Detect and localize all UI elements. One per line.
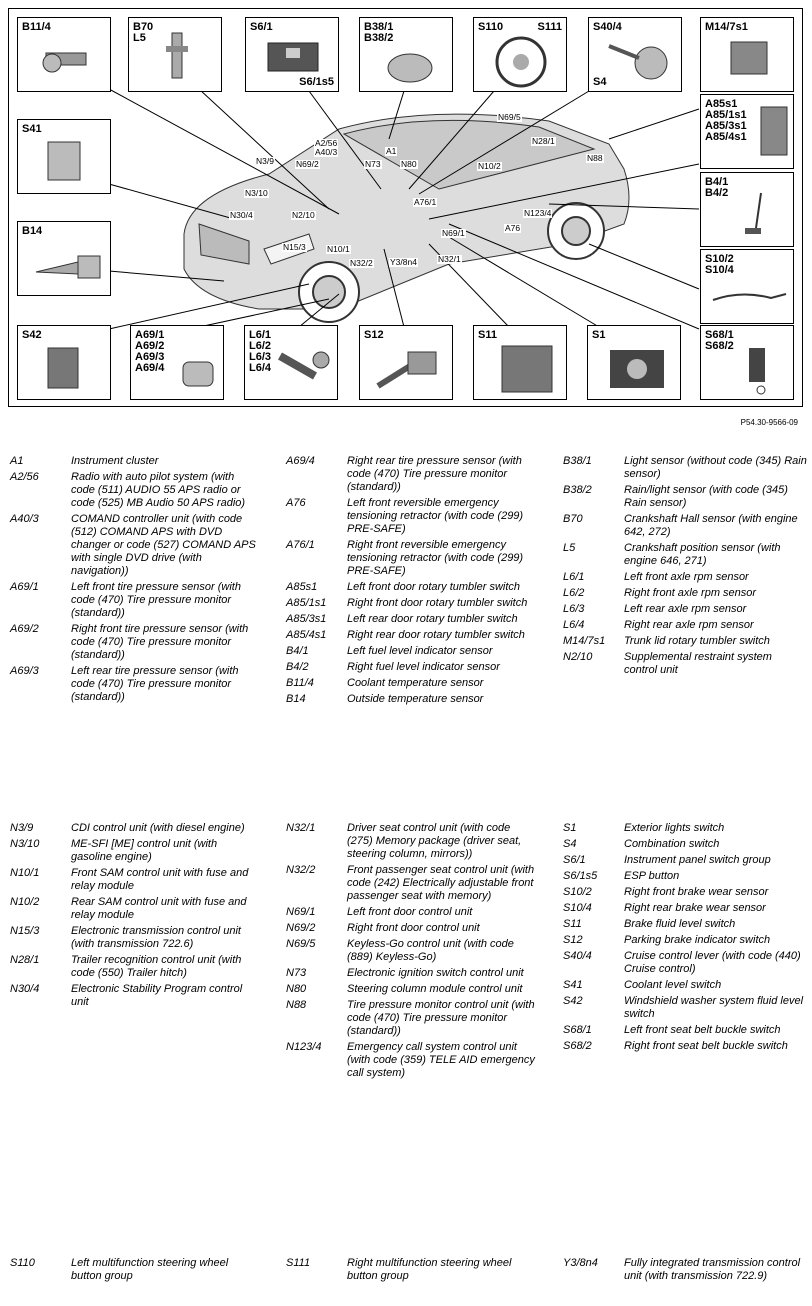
callout-n3-10: N3/10 <box>245 188 268 198</box>
legend-entry <box>563 542 808 568</box>
outside-temperature-sensor-icon <box>18 222 112 297</box>
legend-entry <box>286 864 536 903</box>
component-box-a69 <box>130 325 224 400</box>
legend-entry <box>563 587 808 600</box>
callout-n80: N80 <box>401 159 417 169</box>
component-box-l6 <box>244 325 338 400</box>
legend-code: S42 <box>563 995 583 1007</box>
component-label: S12 <box>364 329 384 341</box>
legend-description: Right rear tire pressure sensor (with code (470) Tire pressure monitor (standard)) <box>347 455 522 493</box>
combination-switch-icon <box>589 18 683 93</box>
legend-code: S12 <box>563 934 583 946</box>
legend-entry <box>286 938 536 964</box>
legend-description: Right fuel level indicator sensor <box>347 661 500 673</box>
legend-entry <box>286 597 536 610</box>
component-label: B4/1 B4/2 <box>705 176 729 199</box>
legend-code: B38/2 <box>563 484 592 496</box>
legend-description: COMAND controller unit (with code (512) COMAND APS with DVD changer or code (527) COMAND APS with single DVD drive (with navigation)) <box>71 513 256 577</box>
legend-entry <box>10 1257 260 1283</box>
legend-column <box>10 455 260 707</box>
component-box-m14 <box>700 17 794 92</box>
legend-column <box>563 822 808 1056</box>
legend-description: Rear SAM control unit with fuse and relay module <box>71 896 247 921</box>
component-label: S1 <box>592 329 606 341</box>
legend-code: N69/1 <box>286 906 316 918</box>
component-label: L6/1 L6/2 L6/3 L6/4 <box>249 329 272 374</box>
legend-entry <box>10 581 260 620</box>
legend-entry <box>563 950 808 976</box>
legend-entry <box>563 603 808 616</box>
callout-n30-4: N30/4 <box>230 210 253 220</box>
legend-description: Trunk lid rotary tumbler switch <box>624 635 770 647</box>
legend-description: Right front reversible emergency tensioning retractor (with code (299) PRE-SAFE) <box>347 539 524 577</box>
component-box-s40-4 <box>588 17 682 92</box>
component-label: B11/4 <box>22 21 51 33</box>
legend-code: L6/4 <box>563 619 585 631</box>
component-label: S4 <box>593 76 607 88</box>
component-box-b38 <box>359 17 453 92</box>
legend-code: N10/2 <box>10 896 40 908</box>
callout-n3-9: N3/9 <box>256 156 274 166</box>
tumbler-switch-icon <box>701 18 795 93</box>
component-box-b70 <box>128 17 222 92</box>
legend-description: Emergency call system control unit (with code (359) TELE AID emergency call system) <box>347 1041 535 1079</box>
component-label: S111 <box>537 21 562 33</box>
legend-entry <box>563 934 808 947</box>
legend-entry <box>563 902 808 915</box>
legend-entry <box>286 999 536 1038</box>
legend-description: Left front axle rpm sensor <box>624 571 749 583</box>
callout-n73: N73 <box>365 159 381 169</box>
legend-entry <box>286 1257 536 1283</box>
legend-description: Left front reversible emergency tensioning retractor (with code (299) PRE-SAFE) <box>347 497 524 535</box>
legend-entry <box>563 513 808 539</box>
component-box-s12 <box>359 325 453 400</box>
component-label: S41 <box>22 123 42 135</box>
legend-description: Fully integrated transmission control unit (with transmission 722.9) <box>624 1257 801 1282</box>
legend-description: ESP button <box>624 870 680 882</box>
callout-n10-2: N10/2 <box>478 161 501 171</box>
legend-code: S68/2 <box>563 1040 592 1052</box>
component-box-s1 <box>587 325 681 400</box>
legend-code: B4/1 <box>286 645 309 657</box>
legend-description: Electronic transmission control unit (with transmission 722.6) <box>71 925 241 950</box>
figure-reference: P54.30-9566-09 <box>740 418 798 427</box>
legend-description: Steering column module control unit <box>347 983 523 995</box>
legend-description: Supplemental restraint system control unit <box>624 651 772 676</box>
legend-entry <box>286 629 536 642</box>
component-box-s11 <box>473 325 567 400</box>
steering-wheel-icon <box>474 18 568 93</box>
callout-y3-8n4: Y3/8n4 <box>390 257 417 267</box>
legend-code: L6/3 <box>563 603 585 615</box>
legend-entry <box>563 619 808 632</box>
legend-column <box>286 455 536 709</box>
legend-description: Exterior lights switch <box>624 822 725 834</box>
callout-n123-4: N123/4 <box>524 208 552 218</box>
legend-column <box>563 1257 808 1286</box>
component-label: B70 L5 <box>133 21 154 44</box>
callout-n15-3: N15/3 <box>283 242 306 252</box>
legend-entry <box>10 867 260 893</box>
component-label: S40/4 <box>593 21 622 33</box>
callout-n69-1: N69/1 <box>442 228 465 238</box>
legend-code: B11/4 <box>286 677 314 689</box>
legend-code: A69/1 <box>10 581 39 593</box>
legend-entry <box>286 661 536 674</box>
legend-code: N32/2 <box>286 864 316 876</box>
legend-description: Right front brake wear sensor <box>624 886 769 898</box>
legend-code: B4/2 <box>286 661 309 673</box>
callout-n69-5: N69/5 <box>498 112 521 122</box>
component-box-b11-4 <box>17 17 111 92</box>
component-label: S11 <box>478 329 497 341</box>
legend-code: N69/5 <box>286 938 316 950</box>
legend-entry <box>10 822 260 835</box>
legend-entry <box>286 822 536 861</box>
legend-code: S6/1s5 <box>563 870 598 882</box>
callout-n32-2: N32/2 <box>350 258 373 268</box>
legend-entry <box>286 1041 536 1080</box>
light-switch-icon <box>588 326 682 401</box>
callout-n88: N88 <box>587 153 603 163</box>
legend-code: S10/4 <box>563 902 592 914</box>
component-label: A69/1 A69/2 A69/3 A69/4 <box>135 329 165 374</box>
legend-description: Right multifunction steering wheel button group <box>347 1257 512 1282</box>
legend-description: Parking brake indicator switch <box>624 934 771 946</box>
callout-a76: A76 <box>505 223 521 233</box>
legend-description: CDI control unit (with diesel engine) <box>71 822 245 834</box>
component-box-b4 <box>700 172 794 247</box>
legend-entry <box>563 651 808 677</box>
legend-entry <box>563 1024 808 1037</box>
legend-description: Front SAM control unit with fuse and relay module <box>71 867 249 892</box>
legend-entry <box>286 693 536 706</box>
legend-description: Left front seat belt buckle switch <box>624 1024 781 1036</box>
legend-code: S40/4 <box>563 950 592 962</box>
legend-description: Coolant level switch <box>624 979 722 991</box>
legend-entry <box>563 870 808 883</box>
legend-code: N80 <box>286 983 307 995</box>
legend-code: A76 <box>286 497 306 509</box>
component-label: M14/7s1 <box>705 21 748 33</box>
legend-description: Left rear door rotary tumbler switch <box>347 613 518 625</box>
coolant-switch-icon <box>18 120 112 195</box>
callout-n69-2: N69/2 <box>296 159 319 169</box>
component-box-a85 <box>700 94 794 169</box>
legend-description: Cruise control lever (with code (440) Cruise control) <box>624 950 801 975</box>
legend-code: S110 <box>10 1257 35 1269</box>
legend-description: ME-SFI [ME] control unit (with gasoline engine) <box>71 838 218 863</box>
legend-entry <box>563 838 808 851</box>
legend-entry <box>286 967 536 980</box>
legend-entry <box>10 623 260 662</box>
component-label: B38/1 B38/2 <box>364 21 394 44</box>
legend-entry <box>10 665 260 704</box>
legend-code: A85s1 <box>286 581 318 593</box>
legend-description: Right front door control unit <box>347 922 480 934</box>
legend-code: S4 <box>563 838 577 850</box>
legend-entry <box>10 455 260 468</box>
temperature-sensor-icon <box>18 18 112 93</box>
legend-description: Right rear axle rpm sensor <box>624 619 754 631</box>
legend-description: Right rear brake wear sensor <box>624 902 766 914</box>
legend-code: B38/1 <box>563 455 592 467</box>
legend-entry <box>563 1257 808 1283</box>
legend-entry <box>286 455 536 494</box>
legend-description: Right front seat belt buckle switch <box>624 1040 788 1052</box>
legend-description: Windshield washer system fluid level switch <box>624 995 804 1020</box>
callout-n2-10: N2/10 <box>292 210 315 220</box>
legend-code: A85/1s1 <box>286 597 327 609</box>
legend-code: A69/3 <box>10 665 39 677</box>
legend-description: Keyless-Go control unit (with code (889) Keyless-Go) <box>347 938 514 963</box>
legend-entry <box>563 822 808 835</box>
component-label: S10/2 S10/4 <box>705 253 734 276</box>
component-box-s42 <box>17 325 111 400</box>
seat-belt-buckle-icon <box>701 326 795 401</box>
legend-description: Tire pressure monitor control unit (with code (470) Tire pressure monitor (standard)) <box>347 999 535 1037</box>
component-label: B14 <box>22 225 43 237</box>
rain-light-sensor-icon <box>360 18 454 93</box>
component-box-s41 <box>17 119 111 194</box>
legend-description: Coolant temperature sensor <box>347 677 484 689</box>
component-box-steering-wheel <box>473 17 567 92</box>
legend-code: L6/2 <box>563 587 585 599</box>
legend-code: N28/1 <box>10 954 40 966</box>
legend-description: Left rear tire pressure sensor (with code (470) Tire pressure monitor (standard)) <box>71 665 239 703</box>
legend-description: Crankshaft position sensor (with engine 646, 271) <box>624 542 781 567</box>
legend-description: Brake fluid level switch <box>624 918 736 930</box>
legend-entry <box>286 906 536 919</box>
legend-code: A1 <box>10 455 24 467</box>
legend-entry <box>286 581 536 594</box>
legend-entry <box>286 613 536 626</box>
legend-entry <box>563 571 808 584</box>
legend-entry <box>563 979 808 992</box>
switch-group-icon <box>246 18 340 93</box>
legend-code: A40/3 <box>10 513 39 525</box>
legend-description: Driver seat control unit (with code (275) Memory package (driver seat, steering column, mirrors)) <box>347 822 522 860</box>
legend-code: N10/1 <box>10 867 40 879</box>
legend-description: Left front door rotary tumbler switch <box>347 581 521 593</box>
legend-entry <box>10 471 260 510</box>
legend-entry <box>286 645 536 658</box>
legend-code: A69/2 <box>10 623 39 635</box>
legend-description: Left front door control unit <box>347 906 473 918</box>
legend-description: Crankshaft Hall sensor (with engine 642, 272) <box>624 513 798 538</box>
legend-code: N88 <box>286 999 307 1011</box>
legend-entry <box>563 886 808 899</box>
legend-code: Y3/8n4 <box>563 1257 598 1269</box>
legend-description: Combination switch <box>624 838 720 850</box>
callout-a2-56: A2/56 A40/3 <box>315 138 338 157</box>
legend-entry <box>286 922 536 935</box>
legend-column <box>286 822 536 1083</box>
legend-description: Right front axle rpm sensor <box>624 587 757 599</box>
legend-description: Electronic ignition switch control unit <box>347 967 524 979</box>
legend-code: N15/3 <box>10 925 40 937</box>
door-lock-icon <box>701 95 795 170</box>
component-label: S6/1 <box>250 21 273 33</box>
component-location-figure <box>8 8 803 407</box>
legend-entry <box>10 954 260 980</box>
legend-code: A76/1 <box>286 539 315 551</box>
legend-description: Right front door rotary tumbler switch <box>347 597 528 609</box>
washer-fluid-switch-icon <box>18 326 112 401</box>
legend-entry <box>563 995 808 1021</box>
callout-a1: A1 <box>386 146 397 156</box>
legend-entry <box>10 838 260 864</box>
legend-entry <box>286 497 536 536</box>
component-label: S68/1 S68/2 <box>705 329 734 352</box>
legend-column <box>286 1257 536 1286</box>
component-box-b14 <box>17 221 111 296</box>
legend-description: Left rear axle rpm sensor <box>624 603 747 615</box>
legend-entry <box>286 539 536 578</box>
legend-description: Right front tire pressure sensor (with code (470) Tire pressure monitor (standard)) <box>71 623 249 661</box>
legend-description: Light sensor (without code (345) Rain sensor) <box>624 455 807 480</box>
legend-entry <box>563 918 808 931</box>
legend-entry <box>563 455 808 481</box>
component-box-s10 <box>700 249 794 324</box>
tire-pressure-sensor-icon <box>131 326 225 401</box>
legend-entry <box>10 925 260 951</box>
legend-column <box>563 455 808 680</box>
legend-description: Left front tire pressure sensor (with code (470) Tire pressure monitor (standard)) <box>71 581 241 619</box>
legend-description: Trailer recognition control unit (with code (550) Trailer hitch) <box>71 954 242 979</box>
legend-entry <box>563 1040 808 1053</box>
callout-n10-1: N10/1 <box>327 244 350 254</box>
component-box-s6-1 <box>245 17 339 92</box>
callout-a76-1: A76/1 <box>414 197 437 207</box>
legend-code: N3/9 <box>10 822 34 834</box>
legend-description: Left fuel level indicator sensor <box>347 645 493 657</box>
legend-code: N2/10 <box>563 651 593 663</box>
brake-wear-sensor-icon <box>701 250 795 325</box>
legend-description: Radio with auto pilot system (with code (511) AUDIO 55 APS radio or code (525) MB Audio 50 APS radio) <box>71 471 246 509</box>
legend-description: Instrument cluster <box>71 455 159 467</box>
legend-code: N123/4 <box>286 1041 322 1053</box>
legend-entry <box>10 896 260 922</box>
legend-entry <box>563 484 808 510</box>
legend-code: N73 <box>286 967 307 979</box>
legend-column <box>10 822 260 1012</box>
component-box-s68 <box>700 325 794 400</box>
legend-column <box>10 1257 260 1286</box>
legend-code: A69/4 <box>286 455 315 467</box>
component-label: S110 <box>478 21 504 33</box>
legend-description: Electronic Stability Program control unit <box>71 983 243 1008</box>
component-label: S6/1s5 <box>299 76 334 88</box>
legend-entry <box>286 983 536 996</box>
component-label: S42 <box>22 329 42 341</box>
legend-code: N32/1 <box>286 822 316 834</box>
legend-description: Outside temperature sensor <box>347 693 484 705</box>
legend-entry <box>286 677 536 690</box>
legend-code: A85/4s1 <box>286 629 327 641</box>
legend-code: S6/1 <box>563 854 586 866</box>
legend-code: S10/2 <box>563 886 592 898</box>
legend-code: S1 <box>563 822 577 834</box>
brake-fluid-switch-icon <box>474 326 568 401</box>
legend-description: Rain/light sensor (with code (345) Rain sensor) <box>624 484 788 509</box>
legend-code: B14 <box>286 693 306 705</box>
fuel-sensor-icon <box>701 173 795 248</box>
legend-code: N3/10 <box>10 838 40 850</box>
legend-entry <box>10 983 260 1009</box>
legend-entry <box>563 854 808 867</box>
legend-description: Front passenger seat control unit (with code (242) Electrically adjustable front passenger seat with memory) <box>347 864 535 902</box>
callout-n32-1: N32/1 <box>438 254 461 264</box>
component-label: A85s1 A85/1s1 A85/3s1 A85/4s1 <box>705 98 747 143</box>
legend-code: M14/7s1 <box>563 635 606 647</box>
legend-code: A85/3s1 <box>286 613 327 625</box>
legend-description: Left multifunction steering wheel button group <box>71 1257 229 1282</box>
parking-brake-switch-icon <box>360 326 454 401</box>
legend-code: S41 <box>563 979 583 991</box>
legend-entry <box>10 513 260 578</box>
legend-code: S11 <box>563 918 582 930</box>
legend-code: L5 <box>563 542 576 554</box>
legend-code: B70 <box>563 513 583 525</box>
legend-code: S111 <box>286 1257 311 1269</box>
legend-code: S68/1 <box>563 1024 592 1036</box>
legend-code: N69/2 <box>286 922 316 934</box>
crankshaft-sensor-icon <box>129 18 223 93</box>
legend-code: L6/1 <box>563 571 585 583</box>
legend-code: N30/4 <box>10 983 40 995</box>
legend-code: A2/56 <box>10 471 39 483</box>
legend-description: Right rear door rotary tumbler switch <box>347 629 525 641</box>
axle-rpm-sensor-icon <box>245 326 339 401</box>
legend-description: Instrument panel switch group <box>624 854 771 866</box>
callout-n28-1: N28/1 <box>532 136 555 146</box>
legend-entry <box>563 635 808 648</box>
